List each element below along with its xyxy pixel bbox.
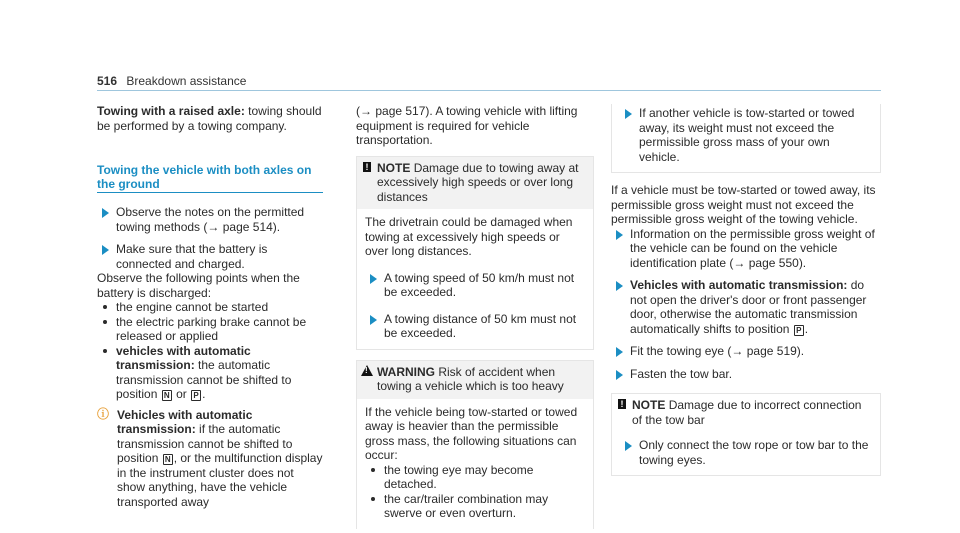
warning-step xyxy=(620,106,872,164)
warning-title: Risk of accident when towing a vehicle which is too heavy xyxy=(377,364,564,393)
gear-p-icon: P xyxy=(191,390,201,401)
page-link[interactable]: page 514 xyxy=(222,219,273,234)
list-item xyxy=(97,315,323,344)
step-text-end: ). xyxy=(796,344,805,358)
step-text-end: ). xyxy=(798,255,807,270)
step-text: Fasten the tow bar. xyxy=(630,366,733,381)
note-title: Damage due to incorrect connection of the tow bar xyxy=(632,398,862,427)
list-item xyxy=(365,492,585,521)
list-item-text: the car/trailer combination may swerve or even overturn. xyxy=(384,491,549,520)
intro-bold: Towing with a raised axle: xyxy=(97,104,245,118)
column-2 xyxy=(356,104,594,529)
page-number: 516 xyxy=(97,74,118,88)
tip-text: if the automatic transmission cannot be shifted to position xyxy=(117,422,293,465)
step-arrow-icon xyxy=(370,315,377,325)
step-automatic-transmission: Vehicles with automatic transmission: do not open the driver's door or front passenger door, otherwise the automatic transmission automatically shifts to position P . xyxy=(611,278,881,336)
step-arrow-icon xyxy=(616,347,623,357)
list-item-bold: vehicles with automatic transmission: xyxy=(116,343,251,372)
step-text: Make sure that the battery is connected and charged. xyxy=(116,242,268,271)
note-label: NOTE xyxy=(632,398,666,412)
note-icon: ! xyxy=(363,162,371,172)
cont-text: ( xyxy=(356,104,360,118)
warning-body-text: If the vehicle being tow-started or towed away is heavier than the permissible gross mass, the following situations can occur: xyxy=(365,404,578,462)
step-arrow-icon xyxy=(370,274,377,284)
bullet-dot xyxy=(103,349,107,353)
note-step xyxy=(365,312,585,341)
bullet-dot xyxy=(103,305,107,309)
section-heading: Towing the vehicle with both axles on the ground xyxy=(97,163,323,193)
bullet-dot xyxy=(103,320,107,324)
bullet-dot xyxy=(371,468,375,472)
step-arrow-icon xyxy=(625,109,632,119)
step-fasten-tow-bar xyxy=(611,367,881,382)
list-item-text: the electric parking brake cannot be released or applied xyxy=(116,314,307,343)
page-header xyxy=(97,74,246,89)
tip-icon: ⓘ xyxy=(97,406,110,421)
arrow-right-icon: → xyxy=(733,255,749,270)
step-arrow-icon xyxy=(625,441,632,451)
step-text: Fit the towing eye ( xyxy=(630,344,732,358)
arrow-right-icon: → xyxy=(360,104,376,118)
column-3 xyxy=(611,104,881,476)
continued-paragraph xyxy=(356,104,594,148)
step-bold: Vehicles with automatic transmission: xyxy=(630,278,848,292)
step-arrow-icon xyxy=(616,370,623,380)
warning-label: WARNING xyxy=(377,364,435,379)
warning-box xyxy=(356,360,594,529)
arrow-right-icon: → xyxy=(731,344,747,358)
note-box-towing-speed xyxy=(356,156,594,350)
tip-text-end: , or the multifunction display in the instrument cluster does not show anything, have the vehicle transported away xyxy=(117,451,323,509)
note-step xyxy=(365,271,585,300)
note-title: Damage due to towing away at excessively high speeds or over long distances xyxy=(377,160,579,204)
step-text-end: ). xyxy=(272,219,281,234)
note-icon: ! xyxy=(618,399,626,409)
step-text: Observe the notes on the permitted towing methods ( xyxy=(116,205,305,234)
list-item xyxy=(365,463,585,492)
note-label: NOTE xyxy=(377,160,411,175)
gear-p-icon: P xyxy=(794,325,804,336)
step-observe-notes xyxy=(97,205,323,234)
warning-triangle-icon xyxy=(361,365,373,376)
intro-text: towing should be performed by a towing company. xyxy=(97,104,322,133)
list-item xyxy=(97,300,323,315)
gear-n-icon: N xyxy=(163,454,173,465)
step-arrow-icon xyxy=(102,245,109,255)
column-1 xyxy=(97,104,323,509)
observe-paragraph: Observe the following points when the battery is discharged: xyxy=(97,271,300,300)
warning-header xyxy=(357,361,593,399)
step-text: A towing distance of 50 km must not be exceeded. xyxy=(384,311,577,340)
page-link[interactable]: page 517 xyxy=(375,104,426,118)
note-body xyxy=(357,209,593,349)
note-step xyxy=(620,438,872,467)
list-item-text: the towing eye may become detached. xyxy=(384,462,534,491)
tip-bold: Vehicles with automatic transmission: xyxy=(117,407,253,436)
discharged-list xyxy=(97,300,323,402)
page-link[interactable]: page 550 xyxy=(748,255,799,270)
note-box-tow-bar xyxy=(611,393,881,476)
list-item: vehicles with automatic transmission: the automatic transmission cannot be shifted to position N or P . xyxy=(97,344,323,402)
gross-weight-paragraph: If a vehicle must be tow-started or towed away, its permissible gross weight must not exceed the permissible gross weight of the towing vehicle. xyxy=(611,183,876,226)
step-info-plate xyxy=(611,227,881,271)
cont-text-end: ). A towing vehicle with lifting equipment is required for vehicle transportation. xyxy=(356,104,578,147)
step-text: Only connect the tow rope or tow bar to the towing eyes. xyxy=(639,438,869,467)
or-text: or xyxy=(176,387,187,401)
page-link[interactable]: page 519 xyxy=(746,344,797,358)
step-text: do not open the driver's door or front passenger door, otherwise the automatic transmission automatically shifts to position xyxy=(630,278,867,336)
note-header xyxy=(357,157,593,210)
list-item-text: the engine cannot be started xyxy=(116,300,269,314)
arrow-right-icon: → xyxy=(207,219,223,234)
step-arrow-icon xyxy=(102,208,109,218)
intro-paragraph xyxy=(97,104,323,133)
warning-box-continued xyxy=(611,104,881,173)
step-text: A towing speed of 50 km/h must not be exceeded. xyxy=(384,270,575,299)
step-battery xyxy=(97,242,323,271)
tip-block xyxy=(97,408,323,510)
step-fit-towing-eye xyxy=(611,344,881,359)
step-text: If another vehicle is tow-started or towed away, its weight must not exceed the permissible gross mass of your own vehicle. xyxy=(639,106,855,164)
page-section-title: Breakdown assistance xyxy=(126,74,247,88)
warning-body xyxy=(357,399,593,529)
note-body xyxy=(612,432,880,475)
step-text: Information on the permissible gross weight of the vehicle can be found on the vehicle identification plate ( xyxy=(630,226,875,270)
note-header xyxy=(612,394,880,432)
step-arrow-icon xyxy=(616,281,623,291)
list-item-text: the automatic transmission cannot be shifted to position xyxy=(116,358,292,401)
step-arrow-icon xyxy=(616,230,623,240)
bullet-dot xyxy=(371,497,375,501)
header-rule xyxy=(97,90,881,91)
note-body-text: The drivetrain could be damaged when towing at excessively high speeds or over long distances. xyxy=(365,215,573,258)
gear-n-icon: N xyxy=(162,390,172,401)
